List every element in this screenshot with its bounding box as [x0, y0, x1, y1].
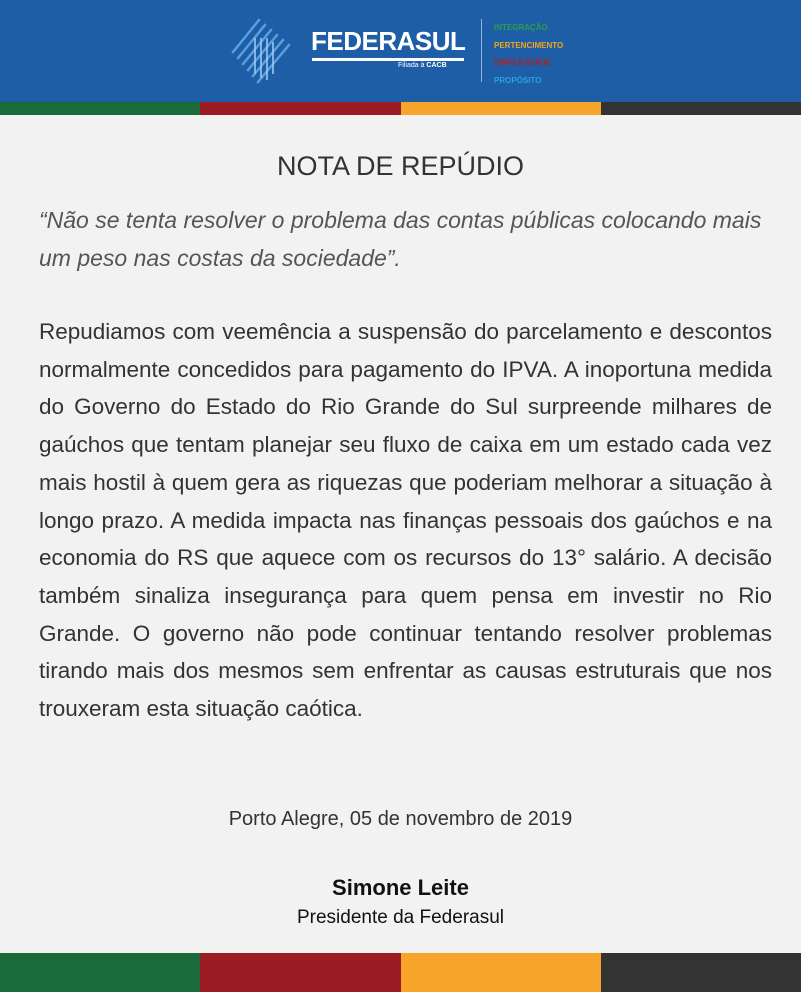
document-title: NOTA DE REPÚDIO [276, 151, 525, 181]
values-list [494, 19, 563, 89]
signer-role: Presidente da Federasul [296, 907, 504, 928]
value-proposito: PROPÓSITO [494, 75, 542, 85]
stripe-segment [0, 102, 200, 115]
stripe-segment [601, 953, 801, 992]
color-stripe-top [0, 102, 801, 115]
header-banner [0, 0, 801, 102]
color-stripe-bottom [0, 953, 801, 992]
value-simplicidade: SIMPLICIDADE [494, 58, 552, 67]
document-quote: “Não se tenta resolver o problema das contas públicas colocando mais um peso nas costas da sociedade”. [39, 207, 762, 271]
brand-name: FEDERASUL [311, 26, 466, 56]
value-pertencimento: PERTENCIMENTO [494, 40, 564, 50]
stripe-segment [601, 102, 801, 115]
affiliation-org: CACB [426, 62, 447, 69]
stripe-segment [200, 102, 400, 115]
brand-underline [312, 58, 464, 61]
place-date: Porto Alegre, 05 de novembro de 2019 [228, 808, 573, 830]
federasul-logo-icon [229, 16, 293, 86]
signer-name: Simone Leite [332, 875, 469, 900]
affiliation-prefix: Filiada à [398, 62, 425, 69]
affiliation [398, 62, 447, 69]
stripe-segment [200, 953, 400, 992]
header-divider [481, 19, 482, 82]
value-integracao: INTEGRAÇÃO [494, 23, 548, 32]
stripe-segment [401, 102, 601, 115]
document-body: Repudiamos com veemência a suspensão do parcelamento e descontos normalmente concedidos para pagamento do IPVA. A inoportuna medida do Governo do Estado do Rio Grande do Sul surpreende milhares de gaúchos que tentam planejar seu fluxo de caixa em um estado cada vez mais hostil à quem gera as riquezas que poderiam melhorar a situação à longo prazo. A medida impacta nas finanças pessoais dos gaúchos e na economia do RS que aquece com os recursos do 13° salário. A decisão também sinaliza insegurança para quem pensa em investir no Rio Grande. O governo não pode continuar tentando resolver problemas tirando mais dos mesmos sem enfrentar as causas estruturais que nos trouxeram esta situação caótica. [39, 319, 772, 722]
stripe-segment [401, 953, 601, 992]
stripe-segment [0, 953, 200, 992]
